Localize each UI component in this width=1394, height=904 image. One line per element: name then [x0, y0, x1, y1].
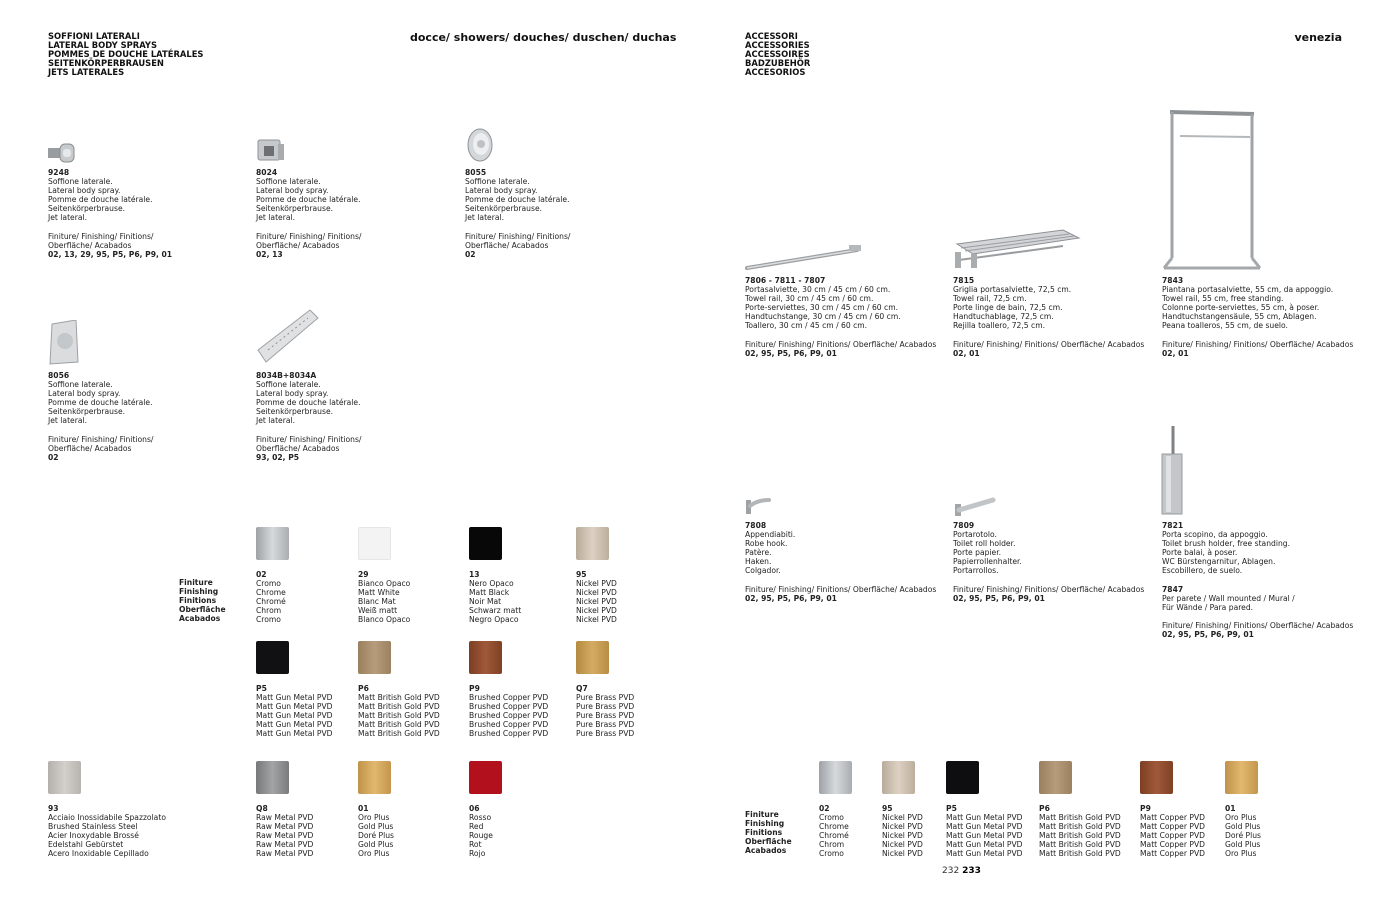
swatch-code: P6 [1039, 804, 1050, 813]
swatch-p5 [256, 641, 333, 739]
swatch-name: Raw Metal PVD [256, 813, 314, 823]
product-desc: Seitenkörperbrause. [48, 204, 126, 214]
swatch-name: Gold Plus [1225, 840, 1261, 850]
swatch-name: Matt Gun Metal PVD [946, 840, 1023, 850]
spray-8055-image [465, 126, 495, 164]
heading-line: ACCESSORIES [745, 40, 810, 51]
swatch-chip [256, 761, 289, 794]
swatch-name: Matt Gun Metal PVD [256, 720, 333, 730]
product-desc: Towel rail, 30 cm / 45 cm / 60 cm. [745, 294, 874, 304]
product-7843 [1162, 276, 1353, 358]
swatch-name: Rot [469, 840, 482, 850]
product-desc: Porte balai, à poser. [1162, 548, 1238, 558]
finish-label: Finiture/ Finishing/ Finitions/ [48, 434, 154, 444]
product-code: 8034B+8034A [256, 371, 317, 380]
product-desc: Jet lateral. [256, 416, 296, 426]
swatch-name: Matt Copper PVD [1140, 840, 1205, 850]
swatch-code: 02 [819, 804, 830, 813]
swatch-name: Cromo [819, 813, 844, 823]
page-number-right: 233 [962, 866, 981, 876]
swatch-q8 [256, 761, 313, 859]
product-desc: Jet lateral. [48, 416, 88, 426]
swatch-name: Rosso [469, 813, 492, 823]
page-number-left: 232 [942, 866, 960, 876]
swatch-29 [358, 527, 410, 625]
heading-line: ACCESSOIRES [745, 49, 810, 60]
product-desc: Pomme de douche latérale. [465, 195, 570, 205]
swatch-name: Matt Black [469, 588, 510, 598]
product-desc: Seitenkörperbrause. [256, 204, 334, 214]
swatch-name: Raw Metal PVD [256, 831, 314, 841]
finish-label: Finiture/ Finishing/ Finitions/ [48, 231, 154, 241]
product-desc: Jet lateral. [465, 213, 505, 223]
swatch-chip [48, 761, 81, 794]
product-desc: Toallero, 30 cm / 45 cm / 60 cm. [745, 321, 868, 331]
product-desc: Lateral body spray. [256, 186, 329, 196]
swatch-name: Matt Copper PVD [1140, 813, 1205, 823]
finish-codes: 02, 01 [953, 348, 980, 358]
finish-label: Oberfläche/ Acabados [48, 240, 132, 250]
spray-8034-image [256, 306, 320, 366]
swatch-name: Acier Inoxydable Brossé [48, 831, 139, 841]
swatch-name: Cromo [256, 579, 281, 589]
product-desc: Lateral body spray. [48, 186, 121, 196]
heading-line: BADZUBEHÖR [745, 58, 811, 69]
swatch-name: Matt British Gold PVD [358, 693, 440, 703]
swatch-r-02 [819, 761, 852, 859]
product-desc: Colonne porte-serviettes, 55 cm, à poser. [1162, 303, 1320, 313]
swatch-name: Nickel PVD [576, 606, 617, 616]
swatch-name: Nickel PVD [576, 588, 617, 598]
swatch-name: Blanc Mat [358, 597, 396, 607]
finish-codes: 02 [465, 249, 476, 259]
swatch-chip [882, 761, 915, 794]
swatch-name: Gold Plus [358, 822, 394, 832]
swatch-name: Matt British Gold PVD [1039, 840, 1121, 850]
robe-hook-image [745, 496, 773, 516]
finish-label: Oberfläche/ Acabados [48, 443, 132, 453]
heading-line: POMMES DE DOUCHE LATÉRALES [48, 49, 204, 60]
swatch-name: Brushed Copper PVD [469, 711, 549, 721]
swatch-name: Blanco Opaco [358, 615, 411, 625]
heading-line: LATERAL BODY SPRAYS [48, 40, 158, 51]
swatch-name: Weiß matt [358, 606, 398, 616]
swatch-name: Chrome [256, 588, 286, 598]
swatch-chip [819, 761, 852, 794]
heading-line: ACCESSORI [745, 31, 798, 41]
page-numbers [942, 866, 981, 876]
product-code: 8024 [256, 168, 278, 177]
product-code: 7821 [1162, 521, 1184, 530]
finish-label: Finiture/ Finishing/ Finitions/ Oberfläche/ Acabados [953, 584, 1145, 594]
product-desc: Seitenkörperbrause. [48, 407, 126, 417]
swatch-name: Oro Plus [358, 849, 390, 859]
product-desc: Toilet roll holder. [953, 539, 1016, 549]
towel-shelf-image [953, 224, 1083, 272]
swatch-name: Chrom [256, 606, 282, 616]
swatch-r-p6 [1039, 761, 1121, 859]
heading-line: SOFFIONI LATERALI [48, 31, 140, 41]
swatch-chip [358, 527, 391, 560]
swatch-name: Oro Plus [1225, 849, 1257, 859]
product-code: 7806 - 7811 - 7807 [745, 276, 826, 285]
swatch-01 [358, 761, 394, 859]
product-desc: Lateral body spray. [465, 186, 538, 196]
product-desc: Porta scopino, da appoggio. [1162, 530, 1268, 540]
swatch-name: Matt Gun Metal PVD [256, 702, 333, 712]
product-desc: WC Bürstengarnitur, Ablagen. [1162, 557, 1276, 567]
product-desc: Lateral body spray. [256, 389, 329, 399]
swatch-name: Matt Gun Metal PVD [946, 813, 1023, 823]
swatch-name: Acciaio Inossidabile Spazzolato [48, 813, 166, 823]
swatch-name: Raw Metal PVD [256, 822, 314, 832]
product-desc: Escobillero, de suelo. [1162, 566, 1243, 576]
spray-8056-image [48, 320, 80, 366]
toilet-roll-holder-image [953, 494, 997, 518]
product-desc: Colgador. [745, 566, 781, 576]
swatch-name: Doré Plus [358, 831, 394, 841]
product-code: 7843 [1162, 276, 1184, 285]
finish-codes: 93, 02, P5 [256, 452, 300, 462]
swatch-p9 [469, 641, 548, 739]
product-desc: Piantana portasalviette, 55 cm, da appoggio. [1162, 285, 1334, 295]
swatch-06 [469, 761, 502, 859]
product-7808 [745, 521, 936, 603]
heading-line: SEITENKÖRPERBRAUSEN [48, 58, 164, 69]
product-desc: Papierrollenhalter. [953, 557, 1022, 567]
swatch-name: Nickel PVD [882, 813, 923, 823]
product-desc: Lateral body spray. [48, 389, 121, 399]
product-desc: Toilet brush holder, free standing. [1162, 539, 1290, 549]
swatch-chip [469, 527, 502, 560]
swatch-chip [469, 761, 502, 794]
swatch-q7 [576, 641, 634, 739]
swatch-code: 93 [48, 804, 59, 813]
swatch-name: Gold Plus [358, 840, 394, 850]
finish-codes: 02, 01 [1162, 348, 1189, 358]
swatch-name: Raw Metal PVD [256, 849, 314, 859]
swatch-name: Chromé [819, 831, 849, 841]
swatch-name: Matt British Gold PVD [358, 720, 440, 730]
swatch-name: Red [469, 822, 484, 832]
swatch-name: Matt Copper PVD [1140, 849, 1205, 859]
product-desc: Portarotolo. [953, 530, 997, 540]
swatch-chip [358, 761, 391, 794]
product-desc: Haken. [745, 557, 772, 567]
product-7809 [953, 521, 1144, 603]
swatch-name: Matt British Gold PVD [1039, 822, 1121, 832]
swatch-chip [1140, 761, 1173, 794]
finish-label: Finiture/ Finishing/ Finitions/ Oberfläche/ Acabados [1162, 620, 1354, 630]
category-title: docce/ showers/ douches/ duschen/ duchas [410, 31, 677, 44]
product-desc: Pomme de douche latérale. [48, 195, 153, 205]
finish-codes: 02, 95, P5, P6, P9, 01 [953, 593, 1045, 603]
legend-line: Oberfläche [179, 605, 226, 615]
swatch-code: P9 [1140, 804, 1151, 813]
product-desc-2: Per parete / Wall mounted / Mural / [1162, 593, 1295, 603]
product-8056 [48, 371, 153, 462]
product-desc: Porte papier. [953, 548, 1002, 558]
swatch-name: Bianco Opaco [358, 579, 411, 589]
swatch-r-p9 [1140, 761, 1205, 859]
swatch-name: Nickel PVD [882, 849, 923, 859]
swatch-code: 01 [358, 804, 369, 813]
swatch-name: Noir Mat [469, 597, 502, 607]
product-desc: Pomme de douche latérale. [48, 398, 153, 408]
product-desc: Towel rail, 72,5 cm. [953, 294, 1027, 304]
product-desc: Handtuchstangensäule, 55 cm, Ablagen. [1162, 312, 1317, 322]
product-desc: Patère. [745, 548, 772, 558]
swatch-code: 29 [358, 570, 369, 579]
swatch-name: Brushed Copper PVD [469, 720, 549, 730]
product-8055 [465, 168, 570, 259]
product-7806 [745, 276, 936, 358]
finish-label: Finiture/ Finishing/ Finitions/ [465, 231, 571, 241]
swatch-name: Nickel PVD [882, 822, 923, 832]
swatch-chip [256, 641, 289, 674]
swatch-02 [256, 527, 289, 625]
product-desc: Rejilla toallero, 72,5 cm. [953, 321, 1046, 331]
swatch-name: Edelstahl Gebürstet [48, 840, 124, 850]
product-desc: Seitenkörperbrause. [256, 407, 334, 417]
swatch-name: Matt Gun Metal PVD [946, 822, 1023, 832]
swatch-r-01 [1225, 761, 1261, 859]
swatch-name: Chromé [256, 597, 286, 607]
swatch-code: 01 [1225, 804, 1236, 813]
swatch-name: Matt White [358, 588, 400, 598]
product-code: 7808 [745, 521, 767, 530]
finish-label: Finiture/ Finishing/ Finitions/ [256, 231, 362, 241]
product-desc: Soffione laterale. [256, 380, 321, 390]
swatch-name: Matt British Gold PVD [358, 711, 440, 721]
finish-codes: 02, 13, 29, 95, P5, P6, P9, 01 [48, 249, 173, 259]
swatch-name: Matt British Gold PVD [358, 702, 440, 712]
swatch-name: Rouge [469, 831, 493, 841]
finish-label: Finiture/ Finishing/ Finitions/ [256, 434, 362, 444]
product-desc: Appendiabiti. [745, 530, 796, 540]
swatch-name: Matt British Gold PVD [358, 729, 440, 739]
product-desc: Peana toalleros, 55 cm, de suelo. [1162, 321, 1288, 331]
finish-label: Oberfläche/ Acabados [256, 240, 340, 250]
product-desc: Robe hook. [745, 539, 788, 549]
swatch-name: Brushed Copper PVD [469, 702, 549, 712]
swatch-name: Matt Copper PVD [1140, 831, 1205, 841]
swatch-name: Matt Gun Metal PVD [256, 729, 333, 739]
swatch-code: 95 [576, 570, 587, 579]
legend-line: Finishing [745, 819, 785, 829]
towel-rail-image [745, 242, 865, 272]
swatch-chip [256, 527, 289, 560]
finish-label: Finiture/ Finishing/ Finitions/ Oberfläche/ Acabados [745, 339, 937, 349]
product-8024 [256, 168, 361, 259]
swatch-chip [1225, 761, 1258, 794]
product-code: 8056 [48, 371, 70, 380]
swatch-name: Nickel PVD [882, 831, 923, 841]
legend-line: Acabados [179, 614, 221, 624]
swatch-name: Schwarz matt [469, 606, 522, 616]
swatch-name: Rojo [469, 849, 486, 859]
finish-label: Finiture/ Finishing/ Finitions/ Oberfläche/ Acabados [745, 584, 937, 594]
towel-stand-image [1160, 108, 1266, 274]
swatch-name: Pure Brass PVD [576, 693, 635, 703]
swatch-code: 13 [469, 570, 480, 579]
swatch-code: 02 [256, 570, 267, 579]
product-desc: Handtuchstange, 30 cm / 45 cm / 60 cm. [745, 312, 901, 322]
swatch-code: P5 [946, 804, 957, 813]
product-desc: Jet lateral. [48, 213, 88, 223]
swatch-code: Q8 [256, 804, 268, 813]
product-desc: Soffione laterale. [465, 177, 530, 187]
swatch-name: Chrome [819, 822, 849, 832]
swatch-name: Nickel PVD [576, 597, 617, 607]
swatch-name: Cromo [256, 615, 281, 625]
legend-line: Finishing [179, 587, 219, 597]
product-desc: Soffione laterale. [48, 177, 113, 187]
product-desc: Towel rail, 55 cm, free standing. [1162, 294, 1284, 304]
finish-legend-left [179, 578, 226, 623]
swatch-code: P5 [256, 684, 267, 693]
finish-label: Finiture/ Finishing/ Finitions/ Oberfläche/ Acabados [1162, 339, 1354, 349]
swatch-name: Brushed Copper PVD [469, 693, 549, 703]
swatch-name: Negro Opaco [469, 615, 519, 625]
swatch-name: Matt British Gold PVD [1039, 831, 1121, 841]
finish-label: Oberfläche/ Acabados [256, 443, 340, 453]
product-desc: Portasalviette, 30 cm / 45 cm / 60 cm. [745, 285, 891, 295]
swatch-name: Nickel PVD [576, 579, 617, 589]
swatch-95 [576, 527, 617, 625]
swatch-name: Cromo [819, 849, 844, 859]
finish-codes: 02, 95, P5, P6, P9, 01 [1162, 629, 1254, 639]
product-code: 7809 [953, 521, 975, 530]
swatch-name: Brushed Copper PVD [469, 729, 549, 739]
product-7821 [1162, 521, 1353, 639]
swatch-name: Acero Inoxidable Cepillado [48, 849, 149, 859]
swatch-name: Nero Opaco [469, 579, 514, 589]
product-8034 [256, 371, 361, 462]
legend-line: Finiture [179, 578, 213, 587]
product-desc: Pomme de douche latérale. [256, 195, 361, 205]
product-code: 9248 [48, 168, 70, 177]
swatch-r-p5 [946, 761, 1023, 859]
swatch-93 [48, 761, 166, 859]
swatch-p6 [358, 641, 440, 739]
swatch-name: Matt Gun Metal PVD [256, 693, 333, 703]
swatch-name: Chrom [819, 840, 845, 850]
swatch-name: Oro Plus [358, 813, 390, 823]
product-desc: Seitenkörperbrause. [465, 204, 543, 214]
product-desc: Portarrollos. [953, 566, 999, 576]
swatch-name: Nickel PVD [882, 840, 923, 850]
product-code: 8055 [465, 168, 487, 177]
swatch-name: Matt Gun Metal PVD [946, 831, 1023, 841]
legend-line: Finitions [179, 596, 217, 606]
swatch-chip [576, 641, 609, 674]
swatch-name: Doré Plus [1225, 831, 1261, 841]
spray-9248-image [48, 141, 76, 165]
swatch-name: Oro Plus [1225, 813, 1257, 823]
legend-line: Acabados [745, 846, 787, 856]
spray-8024-image [256, 138, 286, 164]
swatch-chip [469, 641, 502, 674]
finish-codes: 02, 95, P5, P6, P9, 01 [745, 593, 837, 603]
swatch-name: Matt British Gold PVD [1039, 849, 1121, 859]
swatch-code: P9 [469, 684, 480, 693]
swatch-name: Matt British Gold PVD [1039, 813, 1121, 823]
swatch-chip [1039, 761, 1072, 794]
heading-line: JETS LATERALES [48, 67, 125, 78]
swatch-code: 06 [469, 804, 480, 813]
collection-name: venezia [1294, 31, 1342, 44]
product-desc: Handtuchablage, 72,5 cm. [953, 312, 1054, 322]
swatch-name: Pure Brass PVD [576, 702, 635, 712]
swatch-chip [576, 527, 609, 560]
product-desc: Jet lateral. [256, 213, 296, 223]
swatch-code: Q7 [576, 684, 588, 693]
product-7815 [953, 276, 1144, 358]
swatch-name: Gold Plus [1225, 822, 1261, 832]
swatch-name: Brushed Stainless Steel [48, 822, 138, 832]
product-desc: Soffione laterale. [48, 380, 113, 390]
swatch-r-95 [882, 761, 923, 859]
swatch-name: Pure Brass PVD [576, 720, 635, 730]
product-code-2: 7847 [1162, 584, 1184, 594]
product-code: 7815 [953, 276, 975, 285]
heading-line: ACCESORIOS [745, 67, 806, 78]
legend-line: Finiture [745, 810, 779, 819]
finish-codes: 02 [48, 452, 59, 462]
swatch-code: P6 [358, 684, 369, 693]
swatch-chip [946, 761, 979, 794]
product-9248 [48, 168, 172, 259]
swatch-name: Matt Gun Metal PVD [256, 711, 333, 721]
section-heading-right [745, 32, 810, 77]
swatch-name: Pure Brass PVD [576, 729, 635, 739]
finish-label: Oberfläche/ Acabados [465, 240, 549, 250]
product-desc-2: Für Wände / Para pared. [1162, 602, 1254, 612]
toilet-brush-holder-image [1160, 424, 1186, 518]
finish-codes: 02, 95, P5, P6, P9, 01 [745, 348, 837, 358]
swatch-name: Matt Gun Metal PVD [946, 849, 1023, 859]
finish-codes: 02, 13 [256, 249, 283, 259]
legend-line: Oberfläche [745, 837, 792, 847]
swatch-code: 95 [882, 804, 893, 813]
product-desc: Pomme de douche latérale. [256, 398, 361, 408]
finish-label: Finiture/ Finishing/ Finitions/ Oberfläche/ Acabados [953, 339, 1145, 349]
product-desc: Porte linge de bain, 72,5 cm. [953, 303, 1063, 313]
section-heading-left [48, 32, 203, 77]
product-desc: Griglia portasalviette, 72,5 cm. [953, 285, 1072, 295]
product-desc: Soffione laterale. [256, 177, 321, 187]
product-desc: Porte-serviettes, 30 cm / 45 cm / 60 cm. [745, 303, 899, 313]
swatch-chip [358, 641, 391, 674]
finish-legend-right [745, 810, 792, 855]
swatch-name: Nickel PVD [576, 615, 617, 625]
swatch-name: Pure Brass PVD [576, 711, 635, 721]
legend-line: Finitions [745, 828, 783, 838]
swatch-name: Raw Metal PVD [256, 840, 314, 850]
swatch-name: Matt Copper PVD [1140, 822, 1205, 832]
swatch-13 [469, 527, 521, 625]
